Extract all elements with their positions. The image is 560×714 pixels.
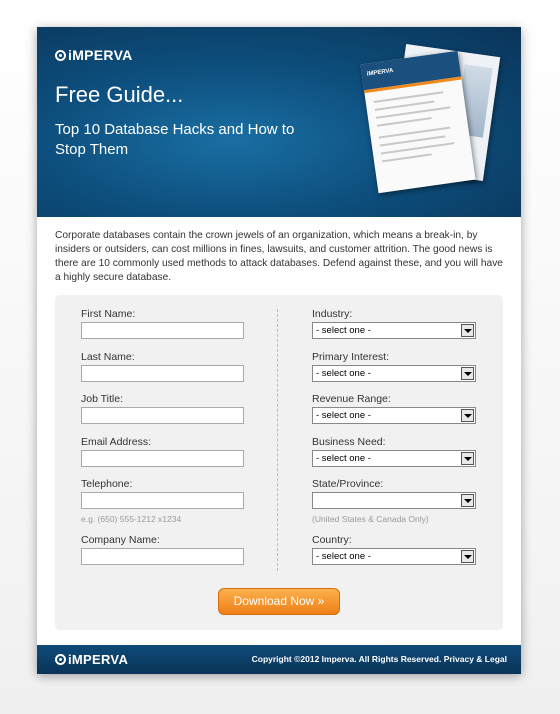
footer-bar [37, 645, 521, 674]
guide-front-page [360, 51, 475, 193]
header-banner [37, 27, 521, 217]
primary-interest-select-value: - select one - [316, 368, 371, 379]
logo-text: iMPERVA [68, 47, 133, 63]
industry-label: Industry: [312, 308, 353, 320]
imperva-logo-icon [55, 654, 66, 665]
telephone-input[interactable] [81, 492, 244, 509]
business-need-label: Business Need: [312, 436, 386, 448]
chevron-down-icon[interactable] [461, 367, 474, 380]
page-subtitle: Top 10 Database Hacks and How to Stop Them [55, 121, 295, 158]
chevron-down-icon[interactable] [461, 409, 474, 422]
email-label: Email Address: [81, 436, 152, 448]
imperva-logo [55, 47, 133, 63]
state-label: State/Province: [312, 478, 384, 490]
first-name-input[interactable] [81, 322, 244, 339]
footer-imperva-logo [55, 652, 128, 667]
guide-cover-image [357, 45, 507, 205]
company-label: Company Name: [81, 534, 160, 546]
state-hint: (United States & Canada Only) [312, 514, 429, 524]
chevron-down-icon[interactable] [461, 452, 474, 465]
industry-select[interactable] [312, 322, 476, 339]
last-name-input[interactable] [81, 365, 244, 382]
registration-form [55, 295, 503, 630]
email-input[interactable] [81, 450, 244, 467]
page-title: Free Guide... [55, 82, 184, 107]
chevron-down-icon[interactable] [461, 494, 474, 507]
chevron-down-icon[interactable] [461, 550, 474, 563]
country-label: Country: [312, 534, 352, 546]
chevron-down-icon[interactable] [461, 324, 474, 337]
first-name-label: First Name: [81, 308, 136, 320]
revenue-range-select[interactable] [312, 407, 476, 424]
primary-interest-select[interactable] [312, 365, 476, 382]
download-now-button[interactable]: Download Now » [218, 588, 340, 615]
country-select[interactable] [312, 548, 476, 565]
country-select-value: - select one - [316, 551, 371, 562]
imperva-logo-icon [55, 50, 66, 61]
revenue-range-select-value: - select one - [316, 410, 371, 421]
telephone-label: Telephone: [81, 478, 133, 490]
copyright-text: Copyright ©2012 Imperva. All Rights Reserved. Privacy & Legal [251, 654, 507, 664]
cover-logo: iMPERVA [366, 67, 394, 78]
last-name-label: Last Name: [81, 351, 135, 363]
intro-paragraph: Corporate databases contain the crown jewels of an organization, which means a break-in, by insiders or outsiders, can cost millions in fines, lawsuits, and customer attrition. The good news is there are 10 commonly used methods to attack databases. Defend against these, and you will have a highly secure database. [55, 230, 503, 283]
column-divider [277, 309, 278, 571]
telephone-hint: e.g. (650) 555-1212 x1234 [81, 514, 182, 524]
business-need-select[interactable] [312, 450, 476, 467]
revenue-range-label: Revenue Range: [312, 393, 391, 405]
business-need-select-value: - select one - [316, 453, 371, 464]
state-select[interactable] [312, 492, 476, 509]
landing-card [37, 27, 521, 674]
job-title-label: Job Title: [81, 393, 124, 405]
job-title-input[interactable] [81, 407, 244, 424]
footer-logo-text: iMPERVA [68, 652, 129, 667]
company-input[interactable] [81, 548, 244, 565]
primary-interest-label: Primary Interest: [312, 351, 390, 363]
industry-select-value: - select one - [316, 325, 371, 336]
